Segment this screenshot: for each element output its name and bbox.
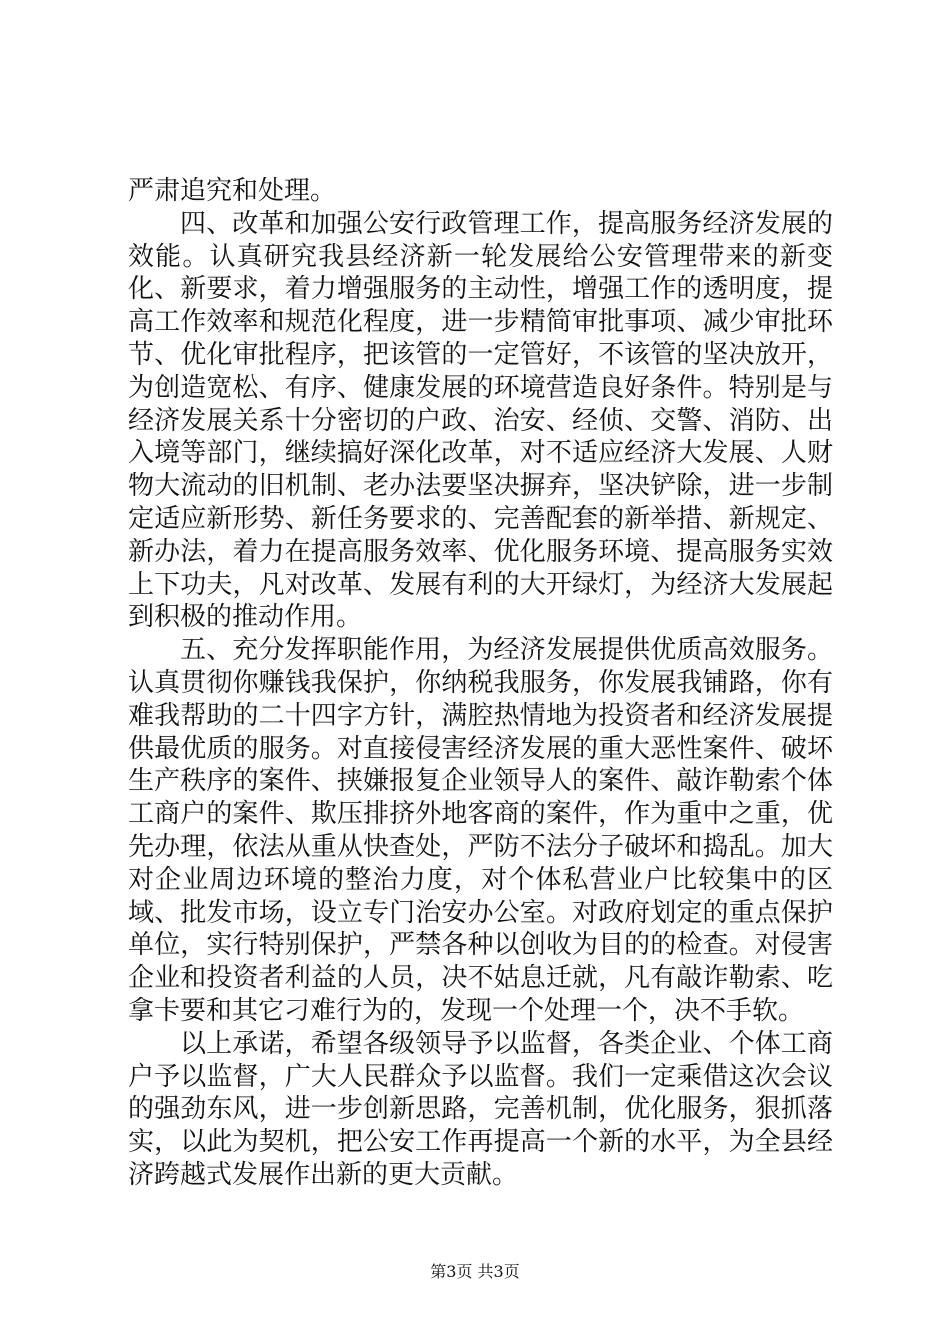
paragraph-section-five: 五、充分发挥职能作用，为经济发展提供优质高效服务。认真贯彻你赚钱我保护，你纳税我服务，你发展我铺路，你有难我帮助的二十四字方针，满腔热情地为投资者和经济发展提供最优质的服务。对直接侵害经济发展的重大恶性案件、破坏生产秩序的案件、挟嫌报复企业领导人的案件、敲诈勒索个体工商户的案件、欺压排挤外地客商的案件，作为重中之重，优先办理，依法从重从快查处，严防不法分子破坏和捣乱。加大对企业周边环境的整治力度，对个体私营业户比较集中的区域、批发市场，设立专门治安办公室。对政府划定的重点保护单位，实行特别保护，严禁各种以创收为目的的检查。对侵害企业和投资者利益的人员，决不姑息迁就，凡有敲诈勒索、吃拿卡要和其它刁难行为的，发现一个处理一个，决不手软。 [128,635,833,1026]
document-body [128,175,833,1192]
paragraph-section-four: 四、改革和加强公安行政管理工作，提高服务经济发展的效能。认真研究我县经济新一轮发展给公安管理带来的新变化、新要求，着力增强服务的主动性，增强工作的透明度，提高工作效率和规范化程度，进一步精简审批事项、减少审批环节、优化审批程序，把该管的一定管好，不该管的坚决放开，为创造宽松、有序、健康发展的环境营造良好条件。特别是与经济发展关系十分密切的户政、治安、经侦、交警、消防、出入境等部门，继续搞好深化改革，对不适应经济大发展、人财物大流动的旧机制、老办法要坚决摒弃，坚决铲除，进一步制定适应新形势、新任务要求的、完善配套的新举措、新规定、新办法，着力在提高服务效率、优化服务环境、提高服务实效上下功夫，凡对改革、发展有利的大开绿灯，为经济大发展起到积极的推动作用。 [128,208,833,633]
paragraph-closing: 以上承诺，希望各级领导予以监督，各类企业、个体工商户予以监督，广大人民群众予以监督。我们一定乘借这次会议的强劲东风，进一步创新思路，完善机制，优化服务，狠抓落实，以此为契机，把公安工作再提高一个新的水平，为全县经济跨越式发展作出新的更大贡献。 [128,1028,833,1190]
paragraph-continuation: 严肃追究和处理。 [128,176,337,206]
page-footer: 第3页 共3页 [430,1262,520,1281]
